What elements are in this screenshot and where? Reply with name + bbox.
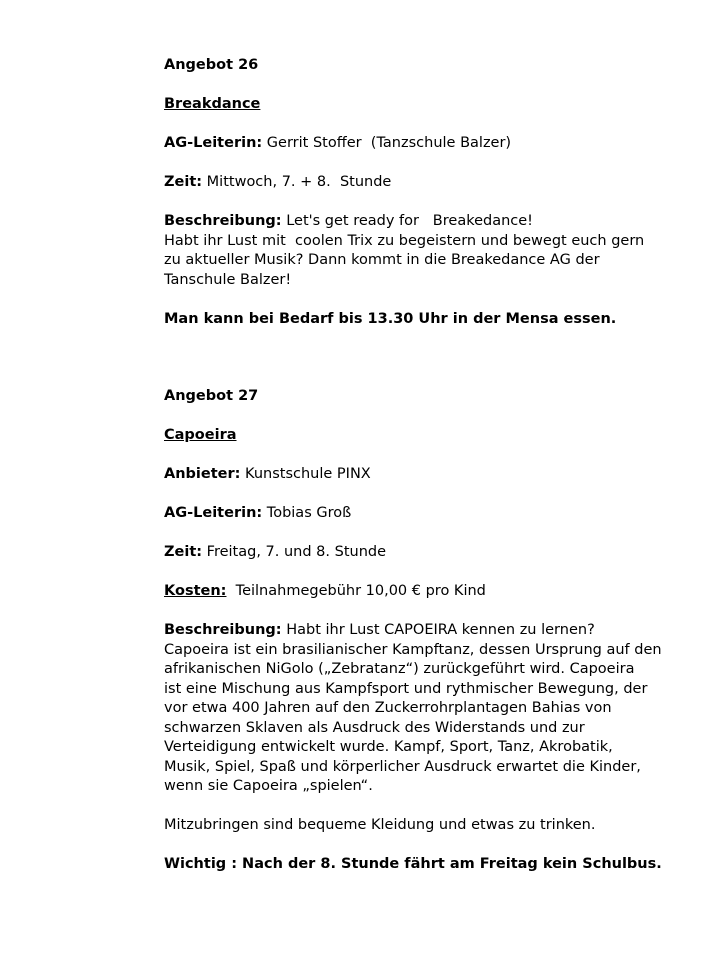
offer27-title: Capoeira (164, 427, 237, 443)
offer26-description-line: Habt ihr Lust mit coolen Trix zu begeistern und bewegt euch gern (164, 232, 645, 249)
offer27-bring: Mitzubringen sind bequeme Kleidung und etwas zu trinken. (164, 817, 596, 833)
offer27-desc-label: Beschreibung: (164, 622, 282, 638)
document-page (164, 56, 694, 875)
offer26-heading: Angebot 26 (164, 57, 259, 73)
offer26-desc-label: Beschreibung: (164, 213, 282, 229)
offer27-cost-value: Teilnahmegebühr 10,00 € pro Kind (226, 583, 486, 599)
offer26-description-line: Tanschule Balzer! (164, 271, 292, 288)
offer26-time-label: Zeit: (164, 174, 203, 190)
offer27-description-line: ist eine Mischung aus Kampfsport und rythmischer Bewegung, der (164, 680, 648, 697)
offer27-desc-text: Habt ihr Lust CAPOEIRA kennen zu lernen? (281, 622, 595, 638)
offer27-description-line: schwarzen Sklaven als Ausdruck des Widerstands und zur (164, 719, 585, 736)
offer27-time-label: Zeit: (164, 544, 203, 560)
offer26-title: Breakdance (164, 96, 261, 112)
offer26-desc-text: Let's get ready for Breakedance! (281, 213, 533, 229)
offer27-provider (164, 465, 694, 485)
offer27-important: Wichtig : Nach der 8. Stunde fährt am Freitag kein Schulbus. (164, 856, 662, 872)
offer27-description-line: Capoeira ist ein brasilianischer Kampftanz, dessen Ursprung auf den (164, 641, 662, 658)
offer27-description-line: afrikanischen NiGolo („Zebratanz“) zurückgeführt wird. Capoeira (164, 661, 635, 677)
offer26-leader-label: AG-Leiterin: (164, 135, 263, 151)
offer26-time-value: Mittwoch, 7. + 8. Stunde (202, 174, 392, 190)
offer27-cost (164, 582, 694, 602)
offer27-description-line: vor etwa 400 Jahren auf den Zuckerrohrplantagen Bahias von (164, 700, 612, 716)
offer27-cost-label: Kosten: (164, 583, 227, 599)
offer27-description-line: Musik, Spiel, Spaß und körperlicher Ausdruck erwartet die Kinder, (164, 758, 641, 775)
offer27-leader-value: Tobias Groß (262, 505, 352, 521)
offer26-leader-value: Gerrit Stoffer (Tanzschule Balzer) (262, 135, 512, 151)
offer26-description-line: zu aktueller Musik? Dann kommt in die Breakedance AG der (164, 252, 600, 268)
offer27-heading: Angebot 27 (164, 388, 259, 404)
offer27-time-value: Freitag, 7. und 8. Stunde (202, 544, 387, 560)
offer27-leader (164, 504, 694, 524)
offer27-leader-label: AG-Leiterin: (164, 505, 263, 521)
offer26-description-line (164, 212, 694, 232)
offer26-time (164, 173, 694, 193)
offer26-leader (164, 134, 694, 154)
offer27-provider-label: Anbieter: (164, 466, 241, 482)
offer27-time (164, 543, 694, 563)
offer27-description-line: Verteidigung entwickelt wurde. Kampf, Sport, Tanz, Akrobatik, (164, 739, 613, 755)
offer27-provider-value: Kunstschule PINX (240, 466, 371, 482)
offer26-note: Man kann bei Bedarf bis 13.30 Uhr in der Mensa essen. (164, 310, 617, 327)
offer27-description-line (164, 621, 694, 641)
offer27-description-line: wenn sie Capoeira „spielen“. (164, 778, 373, 794)
